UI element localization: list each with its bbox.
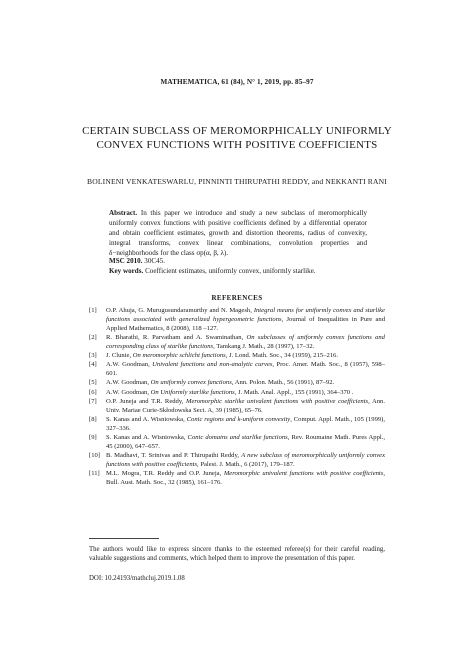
reference-number: [6] xyxy=(89,388,97,396)
reference-item xyxy=(89,470,385,488)
reference-title: On Uniformly starlike functions xyxy=(150,388,235,396)
journal-header: MATHEMATICA, 61 (84), N° 1, 2019, pp. 85–97 xyxy=(160,78,314,86)
reference-item xyxy=(89,434,385,452)
reference-number: [10] xyxy=(89,452,100,460)
reference-authors: O.P. Juneja and T.R. Reddy, xyxy=(106,397,184,405)
reference-number: [9] xyxy=(89,433,97,441)
reference-title: Meromorphic univalent functions with positive coefficients xyxy=(223,470,384,478)
reference-authors: O.P. Ahuja, G. Murugusundaramurthy and N. Magesh, xyxy=(106,307,252,314)
reference-authors: S. Kanas and A. Wisniowska, xyxy=(106,433,186,441)
reference-title: Integral means for uniformly convex and starlike functions associated with generalized hypergeometric functions xyxy=(106,307,385,323)
reference-source: , Journal of Inequalities in Pure and Applied Mathematics, 8 (2008), 118 –127. xyxy=(106,315,385,332)
reference-title: On uniformly convex functions xyxy=(150,379,232,387)
msc-value: 30C45. xyxy=(144,257,165,265)
reference-authors: S. Kanas and A. Wisniowska, xyxy=(106,415,185,423)
reference-item xyxy=(89,389,385,398)
keywords-value: Coefficient estimates, uniformly convex, uniformly starlike. xyxy=(145,266,316,275)
abstract-label: Abstract. xyxy=(109,209,138,217)
reference-source: , Bull. Aust. Math. Soc., 32 (1985), 161–176. xyxy=(106,470,385,486)
reference-source: , J. Lond. Math. Soc., 34 (1959), 215–216. xyxy=(225,352,339,359)
doi-line: DOI: 10.24193/mathcluj.2019.1.08 xyxy=(89,575,185,582)
reference-source: , Rev. Roumaine Math. Pures Appl., 45 (2000), 647–657. xyxy=(106,433,385,450)
reference-list xyxy=(89,307,385,488)
reference-authors: A.W. Goodman, xyxy=(106,388,149,396)
paper-title: CERTAIN SUBCLASS OF MEROMORPHICALLY UNIFORMLY CONVEX FUNCTIONS WITH POSITIVE COEFFICIENTS xyxy=(82,125,392,151)
reference-number: [1] xyxy=(89,307,97,314)
reference-number: [5] xyxy=(89,379,97,387)
reference-number: [4] xyxy=(89,361,97,369)
reference-item xyxy=(89,307,385,334)
reference-source: , J. Math. Anal. Appl., 155 (1991), 364–370 . xyxy=(234,388,354,396)
reference-title: A new subclass of meromorphically uniformly convex functions with positive coefficients xyxy=(106,452,385,468)
abstract-block xyxy=(109,209,367,259)
reference-item xyxy=(89,334,385,352)
reference-title: On meromorphic schlicht functions xyxy=(132,352,226,359)
msc-line xyxy=(109,257,367,267)
references-heading: REFERENCES xyxy=(211,294,263,302)
keywords-line xyxy=(109,267,367,277)
reference-title: Univalent functions and non-analytic curves xyxy=(152,361,273,369)
keywords-label: Key words. xyxy=(109,266,144,275)
reference-item xyxy=(89,361,385,379)
abstract-text: In this paper we introduce and study a new subclass of meromorphically uniformly convex functions with positive coefficients defined by a differential operator and obtain coefficient estimates, growth and distortion theorems, radius of convexity, integral transforms, convex linear combinations, convolution properties and δ−neighborhoods for the class σp(α, β, λ). xyxy=(109,209,367,257)
reference-item xyxy=(89,398,385,416)
acknowledgement-footnote: The authors would like to express sincere thanks to the esteemed referee(s) for their careful reading, valuable suggestions and comments, which helped them to improve the presentation of this paper. xyxy=(89,546,385,563)
reference-authors: M.L. Mogra, T.R. Reddy and O.P. Juneja, xyxy=(106,470,222,478)
reference-authors: A.W. Goodman, xyxy=(106,361,150,369)
reference-authors: J. Clunie, xyxy=(106,352,132,359)
author-list: BOLINENI VENKATESWARLU, PINNINTI THIRUPATHI REDDY, and NEKKANTI RANI xyxy=(87,177,387,186)
msc-label: MSC 2010. xyxy=(109,257,143,265)
reference-number: [8] xyxy=(89,415,97,423)
reference-source: , Ann. Univ. Mariae Curie-Skłodowska Sect. A, 39 (1985), 65–76. xyxy=(106,397,385,414)
reference-source: , Proc. Amer. Math. Soc., 8 (1957), 598–601. xyxy=(106,361,385,378)
reference-source: , Palest. J. Math., 6 (2017), 179–187. xyxy=(197,460,295,468)
reference-source: , Tamkang J. Math., 28 (1997), 17–32. xyxy=(213,342,315,350)
reference-number: [7] xyxy=(89,397,97,405)
reference-title: Conic regions and k-uniform convexity xyxy=(186,415,291,423)
reference-authors: R. Bharathi, R. Parvatham and A. Swaminathan, xyxy=(106,333,244,341)
reference-item xyxy=(89,352,385,361)
reference-number: [11] xyxy=(89,470,100,478)
reference-item xyxy=(89,452,385,470)
reference-item xyxy=(89,416,385,434)
footnote-divider xyxy=(89,538,159,539)
reference-authors: A.W. Goodman, xyxy=(106,379,149,387)
reference-title: Meromorphic starlike univalent functions with positive coefficients xyxy=(186,397,369,405)
reference-number: [3] xyxy=(89,352,97,359)
reference-title: Conic domains and starlike functions xyxy=(187,433,288,441)
classification-block xyxy=(109,257,367,276)
reference-authors: B. Madhavi, T. Srinivas and P. Thirupathi Reddy, xyxy=(106,452,239,460)
reference-number: [2] xyxy=(89,333,97,341)
reference-source: , Comput. Appl. Math., 105 (1999), 327–336. xyxy=(106,415,386,432)
reference-title: On subclasses of uniformly convex functions and corresponding class of starlike functions xyxy=(106,333,385,350)
reference-item xyxy=(89,379,385,388)
reference-source: , Ann. Polon. Math., 56 (1991), 87–92. xyxy=(231,379,335,387)
